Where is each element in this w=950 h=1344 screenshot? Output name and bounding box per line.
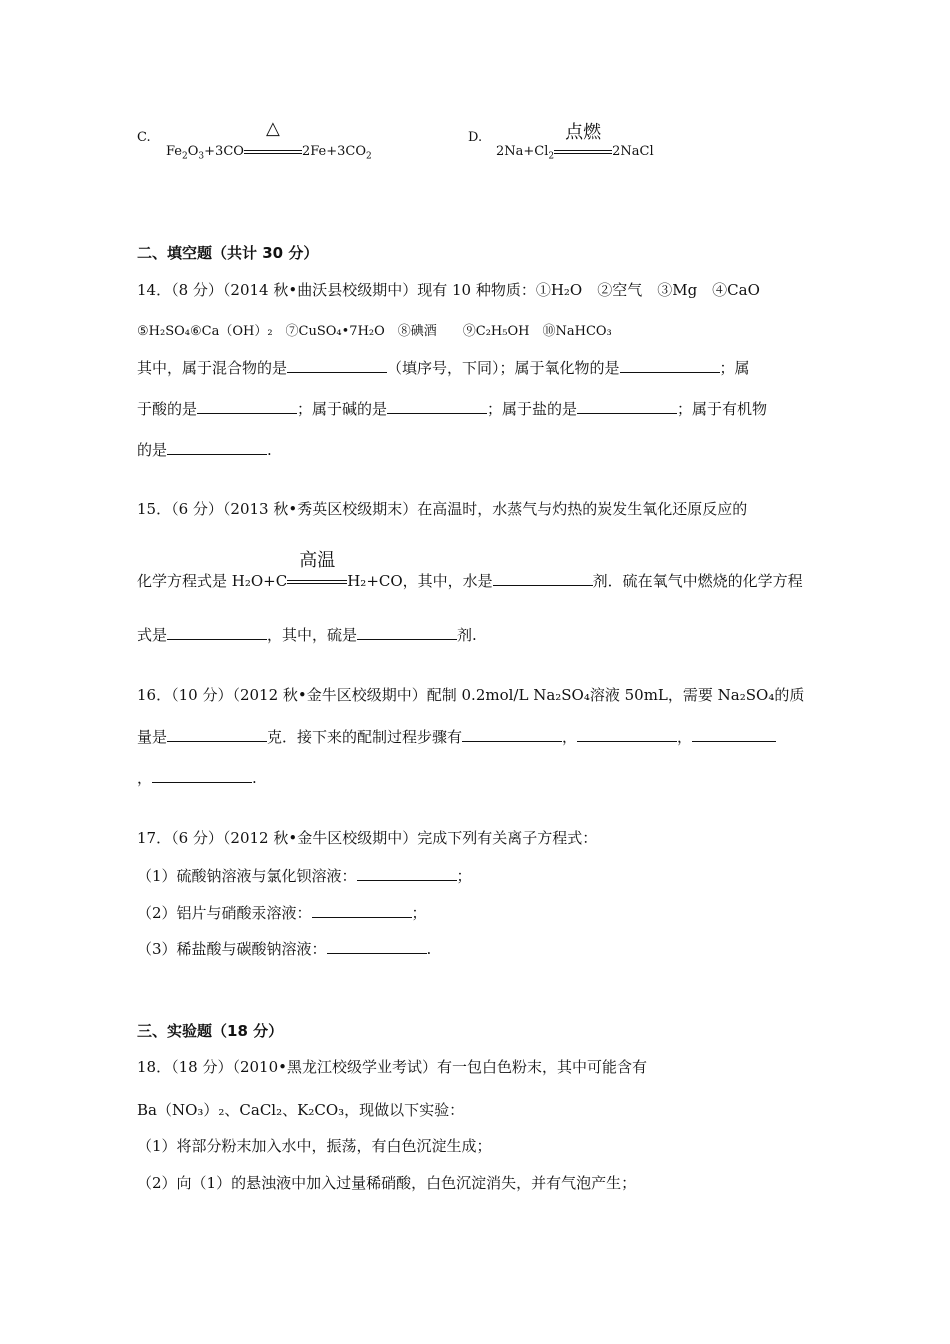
q16-blank-step3[interactable] [692,725,776,742]
q16-blank-step1[interactable] [462,725,562,742]
q18-line4: （2）向（1）的悬浊液中加入过量稀硝酸，白色沉淀消失，并有气泡产生； [137,1174,637,1192]
q16-line2: 量是 克．接下来的配制过程步骤有 ， ， [137,725,776,747]
option-c-equation: $Fe_2O_3+3CO$ △ $2Fe+3CO_2$ [166,118,372,162]
section-2-title: 二、填空题（共计 30 分） [137,244,319,262]
q15-blank-water-agent[interactable] [493,569,593,586]
q14-line5: 的是 . [137,438,272,460]
q14-blank-salt[interactable] [577,397,677,414]
q14-line4: 于酸的是 ；属于碱的是 ；属于盐的是 ；属于有机物 [137,397,767,419]
q18-line2: Ba（NO₃）₂、CaCl₂、K₂CO₃，现做以下实验： [137,1101,465,1119]
q17-line1: 17．（6 分）（2012 秋•金牛区校级期中）完成下列有关离子方程式： [137,829,598,847]
q14-blank-base[interactable] [387,397,487,414]
q14-blank-acid[interactable] [197,397,297,414]
heating-condition: △ [244,144,302,159]
q16-blank-step4[interactable] [152,766,252,783]
ignition-condition: 点燃 [554,144,612,159]
q14-line2: ⑤H₂SO₄⑥Ca（OH）₂ ⑦CuSO₄•7H₂O ⑧碘酒 ⑨C₂H₅OH ⑩NaHCO₃ [137,324,612,339]
q17-item1: （1）硫酸钠溶液与氯化钡溶液： ； [137,864,472,886]
high-temp-condition: 高温 [287,572,347,590]
q18-line3: （1）将部分粉末加入水中，振荡，有白色沉淀生成； [137,1137,492,1155]
q14-blank-mixture[interactable] [287,356,387,373]
option-d-equation: $2Na+Cl_2$ 点燃 2NaCl [496,122,654,162]
option-d-label: D. [468,130,483,145]
q17-item3: （3）稀盐酸与碳酸钠溶液： . [137,937,431,959]
q16-blank-step2[interactable] [577,725,677,742]
q17-blank-2[interactable] [312,901,412,918]
q14-line3: 其中，属于混合物的是 （填序号，下同）；属于氧化物的是 ；属 [137,356,750,378]
q15-line2: 化学方程式是 H₂O+C 高温 H₂+CO，其中，水是 剂．硫在氧气中燃烧的化学方程 [137,550,803,590]
q15-blank-sulfur-equation[interactable] [167,623,267,640]
q17-blank-3[interactable] [327,937,427,954]
q16-blank-mass[interactable] [167,725,267,742]
option-c-label: C. [137,130,151,145]
q17-blank-1[interactable] [357,864,457,881]
q18-line1: 18．（18 分）（2010•黑龙江校级学业考试）有一包白色粉末，其中可能含有 [137,1058,647,1076]
q14-line1: 14．（8 分）（2014 秋•曲沃县校级期中）现有 10 种物质：①H₂O ②空气 ③Mg ④CaO [137,281,760,299]
q15-line3: 式是 ，其中，硫是 剂. [137,623,477,645]
q16-line1: 16．（10 分）（2012 秋•金牛区校级期中）配制 0.2mol/L Na₂SO₄溶液 50mL，需要 Na₂SO₄的质 [137,686,805,704]
q17-item2: （2）铝片与硝酸汞溶液： ； [137,901,427,923]
q14-blank-organic[interactable] [167,438,267,455]
q14-blank-oxide[interactable] [620,356,720,373]
q16-line3: ， . [137,766,257,788]
q15-line1: 15．（6 分）（2013 秋•秀英区校级期末）在高温时，水蒸气与灼热的炭发生氧化还原反应的 [137,500,748,518]
q15-blank-sulfur-agent[interactable] [357,623,457,640]
section-3-title: 三、实验题（18 分） [137,1022,284,1040]
